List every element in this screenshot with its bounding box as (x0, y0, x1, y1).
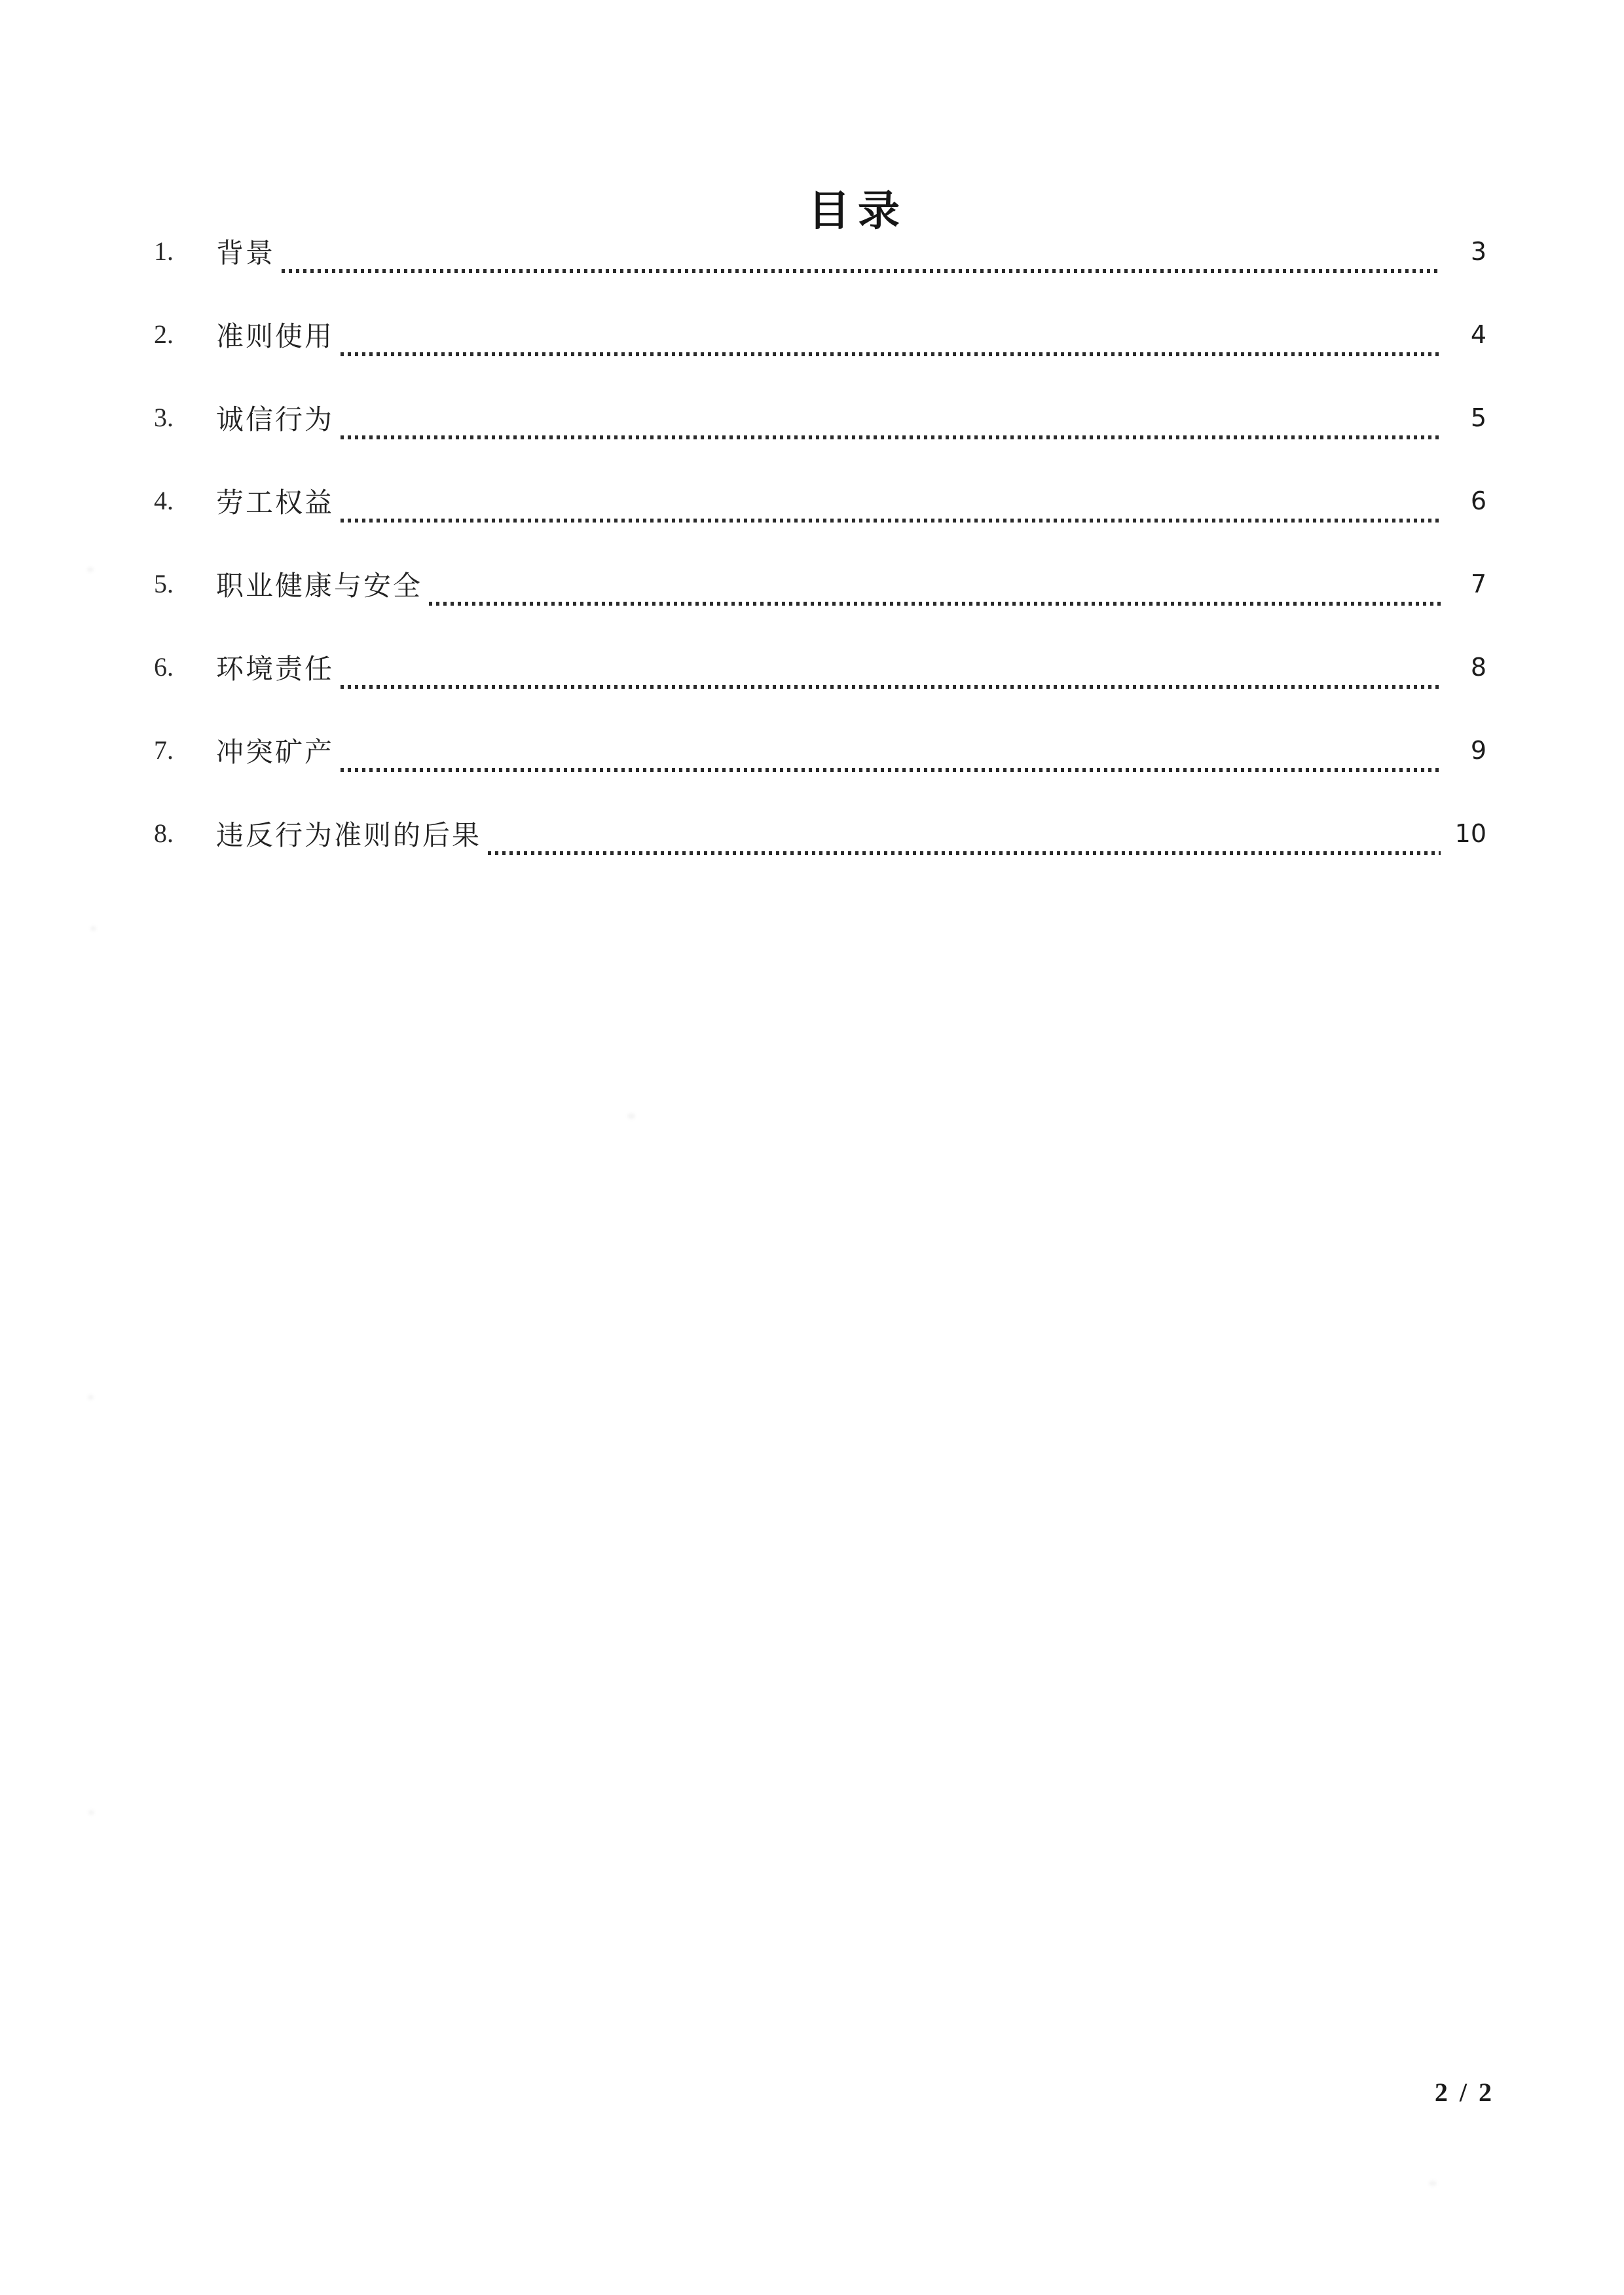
toc-entry-number: 6. (154, 652, 174, 682)
toc-leader-dots (341, 519, 1441, 523)
toc-leader-dots (341, 768, 1441, 772)
toc-entry-number: 1. (154, 236, 174, 266)
toc-entry-label[interactable]: 劳工权益 (216, 488, 335, 519)
scan-artifact (87, 567, 94, 572)
toc-entry-violation-consequences[interactable] (154, 792, 1486, 875)
scan-artifact (90, 926, 96, 931)
toc-entry-page: 3 (1470, 236, 1486, 266)
toc-entry-label[interactable]: 背景 (216, 238, 276, 269)
toc-entry-label[interactable]: 职业健康与安全 (216, 571, 423, 602)
toc-leader-dots (341, 685, 1441, 689)
toc-entry-number: 7. (154, 735, 174, 765)
toc-entry-page: 7 (1470, 569, 1486, 598)
toc-leader-dots (488, 851, 1441, 855)
toc-entry-page: 5 (1470, 403, 1486, 432)
toc-leader-dots (341, 352, 1441, 356)
scan-artifact (1429, 2180, 1437, 2186)
scan-artifact (88, 1810, 94, 1815)
toc-entry-label[interactable]: 环境责任 (216, 654, 335, 685)
toc-leader-dots (341, 435, 1441, 439)
toc-entry-number: 5. (154, 569, 174, 598)
toc-entry-page: 4 (1470, 320, 1486, 349)
toc-entry-label[interactable]: 诚信行为 (216, 405, 335, 435)
toc-leader-dots (429, 602, 1441, 606)
toc-entry-page: 6 (1470, 486, 1486, 515)
toc-entry-number: 3. (154, 403, 174, 432)
toc-leader-dots (282, 269, 1441, 273)
toc-entry-page: 9 (1470, 735, 1486, 765)
toc-entry-number: 8. (154, 818, 174, 848)
toc-entry-page: 8 (1470, 652, 1486, 682)
toc-entry-code-usage[interactable] (154, 293, 1486, 376)
toc-entry-label[interactable]: 冲突矿产 (216, 737, 335, 768)
toc-entry-health-safety[interactable] (154, 542, 1486, 625)
toc-entry-label[interactable]: 准则使用 (216, 321, 335, 352)
toc-entry-number: 4. (154, 486, 174, 515)
toc-list (154, 210, 1486, 875)
toc-entry-label[interactable]: 违反行为准则的后果 (216, 820, 482, 851)
toc-entry-background[interactable] (154, 210, 1486, 293)
scan-artifact (88, 1395, 94, 1400)
toc-entry-environment[interactable] (154, 625, 1486, 708)
toc-entry-conflict-minerals[interactable] (154, 708, 1486, 792)
toc-entry-page: 10 (1454, 818, 1486, 848)
page-title: 目录 (808, 187, 908, 234)
toc-entry-integrity[interactable] (154, 376, 1486, 459)
scan-artifact (627, 1113, 635, 1119)
toc-entry-labor-rights[interactable] (154, 459, 1486, 542)
page-number-indicator: 2 / 2 (1434, 2078, 1494, 2107)
toc-entry-number: 2. (154, 320, 174, 349)
